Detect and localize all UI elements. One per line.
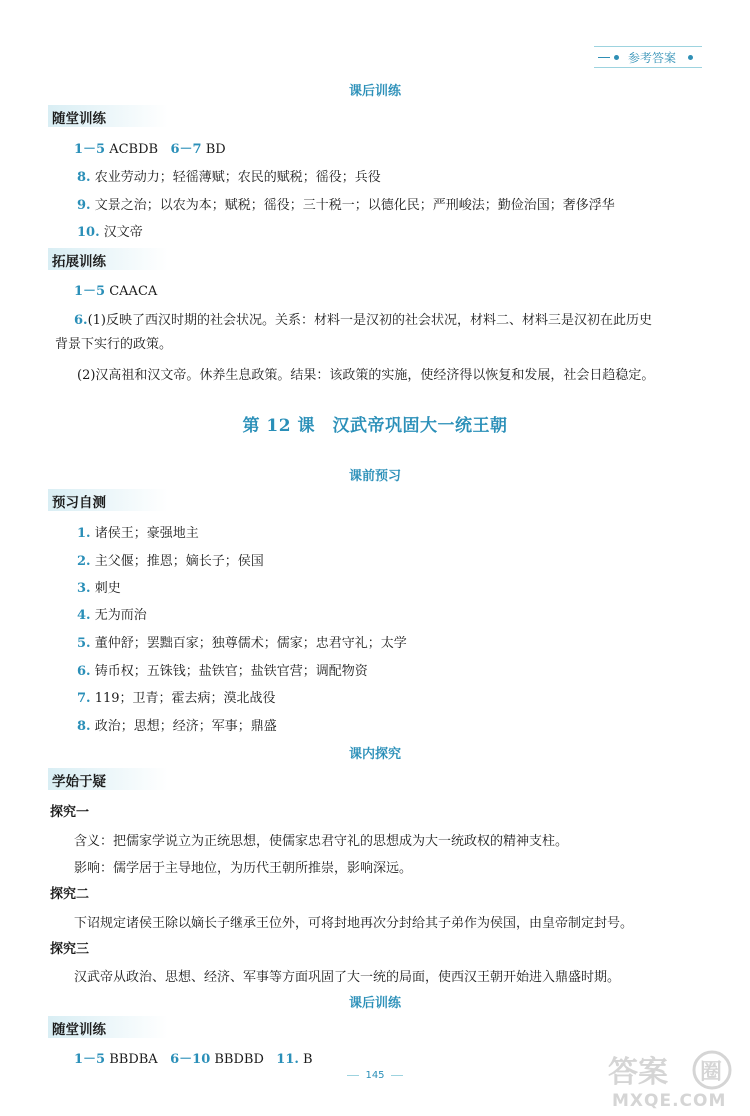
svg-text:答案: 答案 [608, 1055, 668, 1090]
answer-line: 含义：把儒家学说立为正统思想，使儒家忠君守礼的思想成为大一统政权的精神支柱。 [74, 834, 569, 849]
answer-number: 8. [77, 170, 91, 185]
answer-number: 1－5 [74, 284, 106, 299]
svg-text:MXQE.COM: MXQE.COM [612, 1091, 727, 1110]
answer-number: 9. [77, 198, 91, 213]
answer-line: 汉武帝从政治、思想、经济、军事等方面巩固了大一统的局面，使西汉王朝开始进入鼎盛时期。 [74, 970, 621, 985]
answer-text: ACBDB [105, 142, 159, 157]
answer-line [77, 660, 368, 679]
answer-text: 119；卫青；霍去病；漠北战役 [94, 691, 276, 706]
page-number-dash [347, 1075, 359, 1076]
answer-number: 1－5 [74, 142, 106, 157]
answer-line [77, 577, 121, 596]
header-label: 参考答案 [628, 51, 677, 65]
answer-number: 6. [74, 313, 88, 328]
answer-line [77, 550, 264, 569]
subsection-heading [52, 107, 106, 127]
answer-text: (1)反映了西汉时期的社会状况。关系：材料一是汉初的社会状况，材料二、材料三是汉初在此历史 [87, 313, 652, 328]
inquiry-heading: 探究一 [50, 805, 90, 820]
subsection-label: 随堂训练 [52, 1022, 106, 1038]
answer-line: 背景下实行的政策。 [55, 337, 173, 352]
subsection-label: 预习自测 [52, 495, 106, 511]
answer-number: 6－7 [170, 142, 202, 157]
answer-line [77, 715, 277, 734]
answer-line [77, 221, 143, 240]
header-dot-right [688, 55, 693, 60]
page-number-dash [391, 1075, 403, 1076]
answer-number: 5. [77, 636, 91, 651]
answer-number: 3. [77, 581, 91, 596]
answer-text: BD [201, 142, 226, 157]
answer-text: CAACA [105, 284, 158, 299]
answer-line [77, 194, 615, 213]
section-title-after-class: 课后训练 [348, 996, 401, 1011]
answer-text: BBDBD [210, 1052, 264, 1067]
answer-text: 农业劳动力；轻徭薄赋；农民的赋税；徭役；兵役 [94, 170, 381, 185]
answer-line [77, 632, 407, 651]
inquiry-heading: 探究三 [50, 942, 90, 957]
subsection-label: 学始于疑 [52, 774, 106, 790]
lesson-title: 第 12 课 汉武帝巩固大一统王朝 [242, 416, 508, 436]
header-dot-left [614, 55, 619, 60]
answer-text: BBDBA [105, 1052, 158, 1067]
answer-text: 汉文帝 [103, 225, 143, 240]
answer-line [77, 604, 147, 623]
answer-number: 1. [77, 526, 91, 541]
subsection-heading [52, 491, 106, 511]
answer-number: 6－10 [170, 1052, 211, 1067]
answer-number: 1－5 [74, 1052, 106, 1067]
answer-text: 主父偃；推恩；嫡长子；侯国 [94, 554, 264, 569]
answer-text: B [298, 1052, 313, 1067]
answer-text: 铸币权；五铢钱；盐铁官；盐铁官营；调配物资 [94, 664, 368, 679]
answer-text: 刺史 [94, 581, 121, 596]
section-title-preview: 课前预习 [348, 469, 401, 484]
header-dash-left [598, 57, 610, 58]
watermark-logo [602, 1048, 742, 1110]
answer-line: (2)汉高祖和汉文帝。休养生息政策。结果：该政策的实施，使经济得以恢复和发展，社会日趋稳定。 [77, 368, 655, 383]
answer-number: 6. [77, 664, 91, 679]
answer-text: 诸侯王；豪强地主 [94, 526, 199, 541]
answer-line: 下诏规定诸侯王除以嫡长子继承王位外，可将封地再次分封给其子弟作为侯国，由皇帝制定封号。 [74, 916, 634, 931]
answer-line [74, 138, 226, 157]
answer-number: 8. [77, 719, 91, 734]
answer-header-badge [594, 46, 702, 68]
answer-text: 政治；思想；经济；军事；鼎盛 [94, 719, 277, 734]
answer-number: 2. [77, 554, 91, 569]
answer-line [74, 1048, 313, 1067]
answer-text: 无为而治 [94, 608, 147, 623]
answer-number: 4. [77, 608, 91, 623]
answer-number: 11. [276, 1052, 299, 1067]
answer-text: 董仲舒；罢黜百家；独尊儒术；儒家；忠君守礼；太学 [94, 636, 407, 651]
subsection-heading [52, 250, 106, 270]
subsection-heading [52, 1018, 106, 1038]
answer-line [77, 166, 381, 185]
answer-line: 影响：儒学居于主导地位，为历代王朝所推崇，影响深远。 [74, 861, 413, 876]
page-number-text: 145 [365, 1070, 385, 1081]
section-title-after-class: 课后训练 [348, 84, 401, 99]
answer-text: 文景之治；以农为本；赋税；徭役；三十税一；以德化民；严刑峻法；勤俭治国；奢侈浮华 [94, 198, 615, 213]
subsection-label: 拓展训练 [52, 254, 106, 270]
inquiry-heading: 探究二 [50, 887, 90, 902]
answer-line [74, 309, 652, 328]
answer-line [74, 280, 157, 299]
subsection-heading [52, 770, 106, 790]
answer-number: 10. [77, 225, 100, 240]
section-title-in-class: 课内探究 [348, 747, 401, 762]
subsection-label: 随堂训练 [52, 111, 106, 127]
answer-line [77, 687, 276, 706]
answer-number: 7. [77, 691, 91, 706]
answer-line [77, 522, 199, 541]
svg-text:圈: 圈 [700, 1060, 723, 1085]
